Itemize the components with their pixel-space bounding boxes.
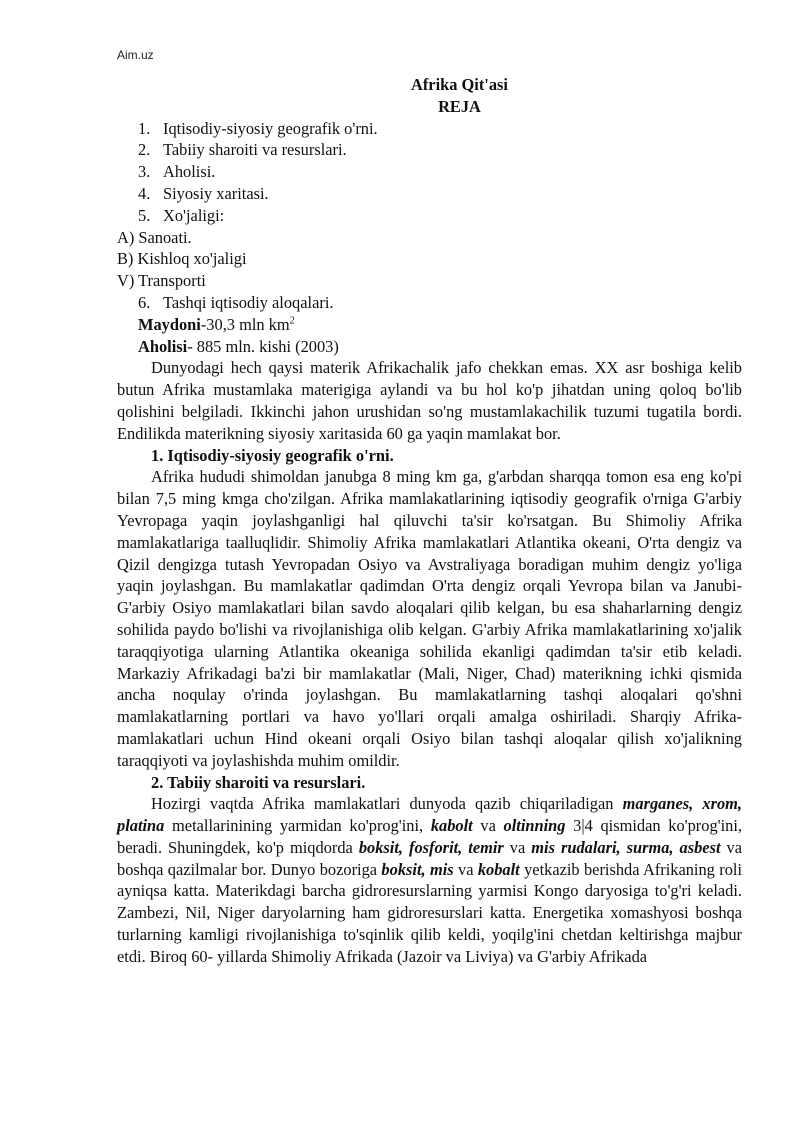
plan-item xyxy=(117,161,742,183)
area-line xyxy=(117,314,742,336)
plan-item-number: 5. xyxy=(138,205,151,225)
plan-item xyxy=(117,118,742,140)
emphasis: oltinning xyxy=(503,816,566,836)
plan-item xyxy=(117,205,742,227)
text-run: va boshqa qazilmalar bor. Dunyo bozoriga xyxy=(117,837,742,879)
text-run: va xyxy=(503,837,532,857)
population-value: - 885 mln. kishi (2003) xyxy=(187,336,339,356)
plan-item-text: Iqtisodiy-siyosiy geografik o'rni. xyxy=(163,118,378,138)
emphasis: kobalt xyxy=(477,859,520,879)
plan-item-text: Tashqi iqtisodiy aloqalari. xyxy=(163,292,334,312)
area-value: -30,3 mln km xyxy=(200,314,290,334)
plan-item-number: 2. xyxy=(138,140,151,160)
area-unit-superscript: 2 xyxy=(289,315,295,327)
plan-item xyxy=(117,292,742,314)
subplan-item: A) Sanoati. xyxy=(117,227,192,247)
section-heading: 1. Iqtisodiy-siyosiy geografik o'rni. xyxy=(151,445,394,465)
plan-item-text: Siyosiy xaritasi. xyxy=(163,183,269,203)
text-run: 3|4 qismidan ko'prog'ini, beradi. Shuningdek, ko'p miqdorda xyxy=(117,816,742,857)
subplan-item: B) Kishloq xo'jaligi xyxy=(117,249,247,269)
area-label: Maydoni xyxy=(138,314,201,334)
document-body xyxy=(117,74,742,968)
emphasis: marganes, xrom, platina xyxy=(117,794,742,836)
plan-item-text: Aholisi. xyxy=(163,162,216,182)
plan-item-text: Xo'jaligi: xyxy=(163,205,225,225)
section1-paragraph: Afrika hududi shimoldan janubga 8 ming km ga, g'arbdan sharqqa tomon esa eng ko'pi bilan 7,5 ming kmga cho'zilgan. Afrika mamlakatlarining iqtisodiy geografik o'rniga G'arbiy Yevropaga yaqin joylashganligi hal qiluvchi ta'sir ko'rsatgan. Bu Shimoliy Afrika mamlakatlariga taalluqlidir. Shimoliy Afrika mamlakatlari Atlantika okeani, O'rta dengiz va Qizil dengizga tutash Yevropadan Osiyo va Avstraliyaga boradigan muhim dengiz yo'liga yaqin joylashgan. Bu mamlakatlar qadimdan O'rta dengiz orqali Yevropa bilan va Janubi-G'arbiy Osiyo mamlakatlari bilan savdo aloqalari qilib kelgan, bu esa shaharlarning dengiz sohilida paydo bo'lishi va rivojlanishiga olib kelgan. G'arbiy Afrika mamlakatlarining xo'jalik taraqqiyotiga ularning Atlantika okeaniga sohilida ekanligi qadimdan ta'sir etib keladi. Markaziy Afrikadagi ba'zi bir mamlakatlar (Mali, Niger, Chad) materikning ichki qismida ancha noqulay o'rinda joylashgan. Bu mamlakatlarning tashqi aloqalari qo'shni mamlakatlarning portlari va havo yo'llari orqali amalga oshiriladi. Sharqiy Afrika-mamlakatlari uchun Hind okeani orqali Osiyo bilan tashqi aloqalar qilish xo'jalikning taraqqiyoti va joylashishda muhim omildir. xyxy=(117,467,742,770)
plan-item-text: Tabiiy sharoiti va resurslari. xyxy=(163,140,347,160)
plan-item xyxy=(117,183,742,205)
plan-item-number: 1. xyxy=(138,118,151,138)
text-run: va xyxy=(453,859,478,879)
site-label: Aim.uz xyxy=(117,48,154,62)
intro-paragraph: Dunyodagi hech qaysi materik Afrikachalik jafo chekkan emas. XX asr boshiga kelib butun Afrika mustamlaka materigiga aylandi va bu hol ko'p jihatdan uning qoloq bo'lib qolishini belgiladi. Ikkinchi jahon urushidan so'ng mustamlakachilik tuzumi tugatila bordi. Endilikda materikning siyosiy xaritasida 60 ga yaqin mamlakat bor. xyxy=(117,358,742,443)
text-run: yetkazib berishda Afrikaning roli ayniqsa katta. Materikdagi barcha gidroresurslarning yarmisi Kongo daryosiga to'g'ri keladi. Zambezi, Nil, Niger daryolarning ham gidroresurslari katta. Energetika xomashyosi boshqa turlarning kamligi rivojlanishiga to'sqinlik qilib keldi, yoqilg'ini chetdan keltirishga majbur etdi. Biroq 60- yillarda Shimoliy Afrikada (Jazoir va Liviya) va G'arbiy Afrikada xyxy=(117,859,743,966)
emphasis: boksit, fosforit, temir xyxy=(358,837,504,857)
plan-item-number: 3. xyxy=(138,162,151,182)
plan-item-number: 6. xyxy=(138,292,151,312)
plan-item xyxy=(117,139,742,161)
page-title: Afrika Qit'asi xyxy=(411,75,508,94)
section2-paragraph xyxy=(117,793,742,967)
text-run: Hozirgi vaqtda Afrika mamlakatlari dunyoda qazib chiqariladigan xyxy=(151,794,623,814)
emphasis: kabolt xyxy=(430,816,473,836)
population-label: Aholisi xyxy=(138,336,188,356)
text-run: metallarinining yarmidan ko'prog'ini, xyxy=(164,816,431,836)
emphasis: mis rudalari, surma, asbest xyxy=(531,837,721,857)
subplan-item: V) Transporti xyxy=(117,271,206,291)
text-run: va xyxy=(472,816,504,836)
population-line xyxy=(117,336,742,358)
plan-heading: REJA xyxy=(438,96,481,116)
emphasis: boksit, mis xyxy=(381,859,454,879)
plan-item-number: 4. xyxy=(138,183,151,203)
section-heading: 2. Tabiiy sharoiti va resurslari. xyxy=(151,772,366,792)
